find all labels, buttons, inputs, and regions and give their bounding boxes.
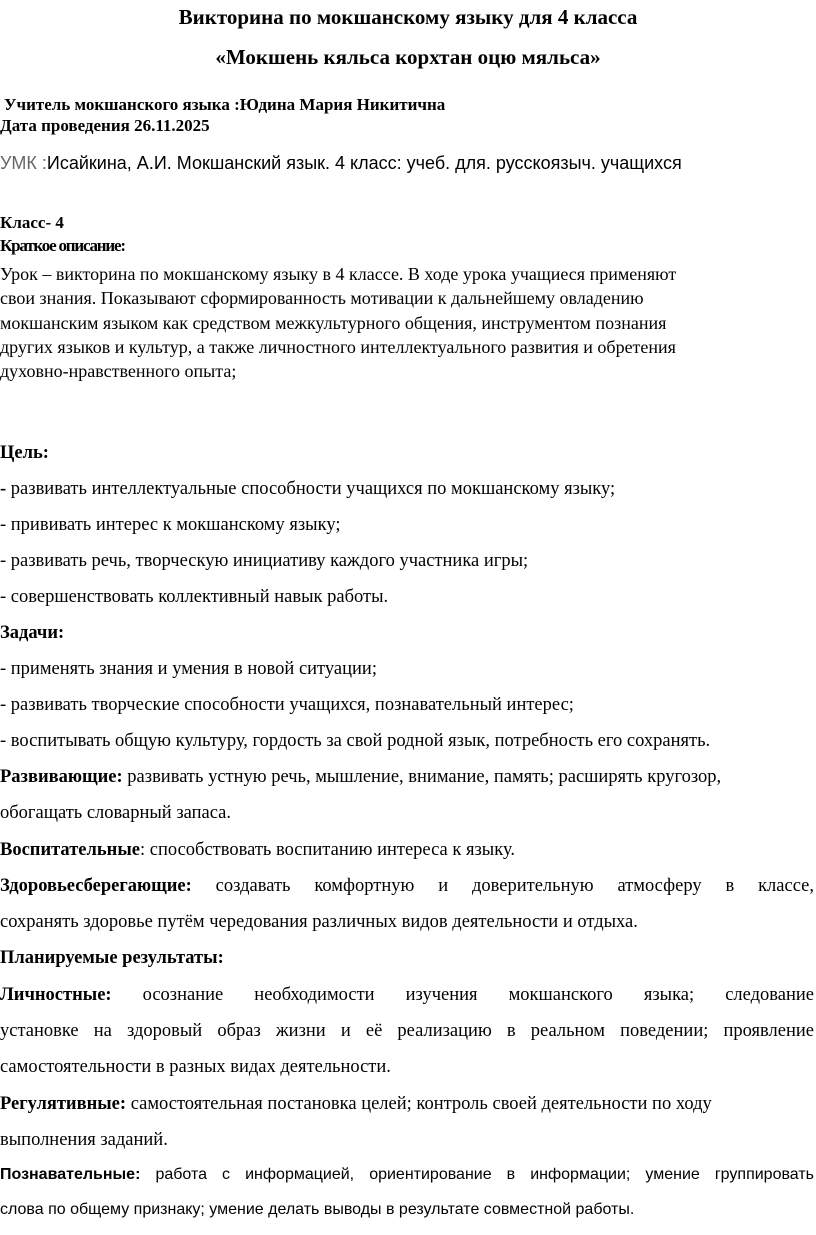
goal-item-1 — [0, 477, 615, 502]
goal-item-4: - совершенствовать коллективный навык работы. — [0, 587, 389, 607]
cognitive-label: Познавательные: — [0, 1166, 141, 1183]
health-text-1: создавать комфортную и доверительную атмосферу в классе, — [191, 876, 814, 896]
umk-line — [0, 153, 682, 174]
health-line-2: сохранять здоровье путём чередования различных видов деятельности и отдыха. — [0, 912, 638, 932]
brief-label: Краткое описание: — [0, 236, 125, 255]
health-line-1 — [0, 874, 814, 899]
cognitive-line-1 — [0, 1166, 814, 1184]
brief-line-2: свои знания. Показывают сформированность мотивации к дальнейшему овладению — [0, 288, 644, 308]
regulatory-line-1 — [0, 1092, 712, 1117]
goal-label: Цель: — [0, 443, 49, 463]
regulatory-text-1: самостоятельная постановка целей; контроль своей деятельности по ходу — [126, 1094, 712, 1114]
cognitive-line-2: слова по общему признаку; умение делать выводы в результате совместной работы. — [0, 1201, 635, 1218]
brief-line-5: духовно-нравственного опыта; — [0, 361, 237, 381]
brief-line-4: других языков и культур, а также личностного интеллектуального развития и обретения — [0, 337, 676, 357]
results-label: Планируемые результаты: — [0, 948, 224, 968]
cognitive-text-1: работа с информацией, ориентирование в информации; умение группировать — [140, 1166, 814, 1183]
personal-line-2: установке на здоровый образ жизни и её реализацию в реальном поведении; проявление — [0, 1021, 814, 1041]
brief-line-1: Урок – викторина по мокшанскому языку в 4 классе. В ходе урока учащиеся применяют — [0, 264, 677, 284]
goal-item-2: - прививать интерес к мокшанскому языку; — [0, 515, 341, 535]
umk-label: УМК : — [0, 153, 47, 173]
teacher-line: Учитель мокшанского языка :Юдина Мария Никитична — [4, 95, 446, 114]
umk-text: Исайкина, А.И. Мокшанский язык. 4 класс: учеб. для. русскоязыч. учащихся — [46, 153, 682, 173]
goal-dash: - — [0, 479, 7, 499]
date-line: Дата проведения 26.11.2025 — [0, 116, 210, 135]
developing-label: Развивающие: — [0, 767, 123, 787]
health-label: Здоровьесберегающие: — [0, 876, 192, 896]
educational-label: Воспитательные — [0, 840, 140, 860]
task-item-1: - применять знания и умения в новой ситуации; — [0, 659, 377, 679]
developing-line-2: обогащать словарный запаса. — [0, 803, 231, 823]
personal-line-1 — [0, 983, 814, 1008]
tasks-label: Задачи: — [0, 623, 65, 643]
developing-text-1: развивать устную речь, мышление, внимание, память; расширять кругозор, — [122, 767, 722, 787]
developing-line-1 — [0, 765, 721, 790]
title-line-1: Викторина по мокшанскому языку для 4 класса — [178, 5, 638, 29]
grade-line: Класс- 4 — [0, 213, 64, 232]
title-line-2: «Мокшень кяльса корхтан оцю мяльса» — [215, 45, 601, 69]
task-item-3: - воспитывать общую культуру, гордость за свой родной язык, потребность его сохранять. — [0, 731, 711, 751]
task-item-2: - развивать творческие способности учащихся, познавательный интерес; — [0, 695, 574, 715]
regulatory-line-2: выполнения заданий. — [0, 1130, 168, 1150]
brief-line-3: мокшанским языком как средством межкультурного общения, инструментом познания — [0, 313, 667, 333]
personal-text-1: осознание необходимости изучения мокшанского языка; следование — [111, 985, 814, 1005]
goal-item-1-text: развивать интеллектуальные способности учащихся по мокшанскому языку; — [6, 479, 616, 499]
educational-line — [0, 838, 515, 863]
personal-line-3: самостоятельности в разных видах деятельности. — [0, 1057, 391, 1077]
goal-item-3: - развивать речь, творческую инициативу каждого участника игры; — [0, 551, 529, 571]
regulatory-label: Регулятивные: — [0, 1094, 127, 1114]
educational-text: : способствовать воспитанию интереса к языку. — [139, 840, 515, 860]
personal-label: Личностные: — [0, 985, 112, 1005]
